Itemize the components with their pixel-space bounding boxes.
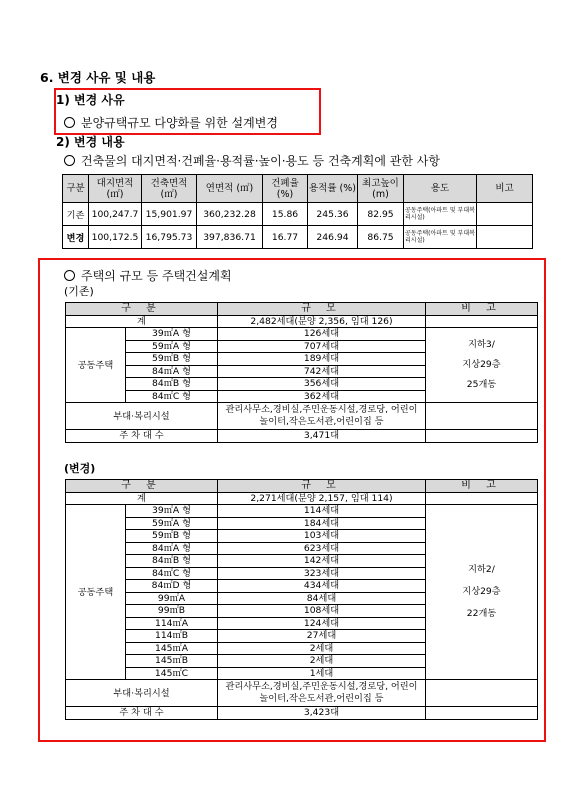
header-cell: 대지면적 (㎡) [89,175,142,203]
note-line: 25개동 [466,379,497,390]
header-cell: 비고 [477,175,533,203]
note-line: 22개동 [466,608,497,619]
header-cell: 구분 [63,175,89,203]
bullet-circle-icon [64,270,75,281]
unit-count: 2세대 [218,642,426,655]
header-category: 구 분 [66,303,218,316]
unit-count: 323세대 [218,567,426,580]
unit-type: 59㎡B 형 [126,530,218,543]
total-value: 2,482세대(분양 2,356, 임대 126) [218,315,426,328]
welfare-value: 관리사무소,경비실,주민운동시설,경로당, 어린이놀이터,작은도서관,어린이집 등 [218,403,426,430]
welfare-value: 관리사무소,경비실,주민운동시설,경로당, 어린이놀이터,작은도서관,어린이집 등 [218,680,426,707]
unit-count: 103세대 [218,530,426,543]
table-row [63,226,533,249]
header-cell: 연면적 (㎡) [197,175,263,203]
unit-count: 1세대 [218,667,426,680]
row-label: 기존 [63,203,89,226]
header-cell: 용적률 (%) [308,175,358,203]
parking-note [426,707,538,720]
summary-table [62,174,533,249]
unit-type: 99㎡B [126,605,218,618]
unit-type: 84㎡C 형 [126,390,218,403]
reason-heading: 1) 변경 사유 [56,93,125,107]
unit-type: 84㎡C 형 [126,567,218,580]
unit-count: 356세대 [218,378,426,391]
parking-label: 주 차 대 수 [66,707,218,720]
parking-label: 주 차 대 수 [66,430,218,443]
building-area: 15,901.97 [142,203,197,226]
parking-row [66,707,538,720]
welfare-note [426,680,538,707]
total-note [426,492,538,505]
total-value: 2,271세대(분양 2,157, 임대 114) [218,492,426,505]
building-note [426,505,538,680]
unit-count: 84세대 [218,592,426,605]
unit-count: 184세대 [218,517,426,530]
use: 공동주택(아파트 및 부대복리시설) [404,203,477,226]
unit-type: 145㎡B [126,655,218,668]
unit-type: 59㎡A 형 [126,517,218,530]
unit-type: 84㎡B 형 [126,378,218,391]
unit-count: 114세대 [218,505,426,518]
unit-type: 145㎡A [126,642,218,655]
content-text: 건축물의 대지면적·건폐율·용적률·높이·용도 등 건축계획에 관한 사항 [64,152,440,169]
unit-count: 124세대 [218,617,426,630]
header-cell: 용도 [404,175,477,203]
header-category: 구 분 [66,480,218,493]
coverage-ratio: 16.77 [263,226,308,249]
group-label: 공동주택 [66,328,126,403]
welfare-row [66,403,538,430]
unit-count: 707세대 [218,340,426,353]
note [477,226,533,249]
total-row [66,315,538,328]
unit-type: 39㎡A 형 [126,328,218,341]
unit-type: 84㎡B 형 [126,555,218,568]
highlight-box-reason [54,88,321,135]
unit-count: 189세대 [218,353,426,366]
unit-count: 142세대 [218,555,426,568]
total-label: 계 [66,315,218,328]
floor-area-ratio: 246.94 [308,226,358,249]
note-line: 지하2/ [468,564,495,575]
summary-header-row [63,175,533,203]
unit-type: 84㎡A 형 [126,365,218,378]
unit-type: 99㎡A [126,592,218,605]
building-area: 16,795.73 [142,226,197,249]
unit-count: 27세대 [218,630,426,643]
content-heading: 2) 변경 내용 [56,135,125,149]
table-row [66,505,538,518]
coverage-ratio: 15.86 [263,203,308,226]
floor-area: 397,836.71 [197,226,263,249]
welfare-label: 부대·복리시설 [66,403,218,430]
housing-header-row [66,480,538,493]
changed-label: (변경) [64,462,96,475]
header-note: 비 고 [426,480,538,493]
total-note [426,315,538,328]
welfare-row [66,680,538,707]
table-row [66,328,538,341]
header-scale: 규 모 [218,303,426,316]
unit-count: 434세대 [218,580,426,593]
floor-area-ratio: 245.36 [308,203,358,226]
max-height: 82.95 [358,203,404,226]
parking-value: 3,471대 [218,430,426,443]
unit-type: 59㎡B 형 [126,353,218,366]
header-scale: 규 모 [218,480,426,493]
unit-type: 84㎡A 형 [126,542,218,555]
use: 공동주택(아파트 및 부대복리시설) [404,226,477,249]
unit-count: 2세대 [218,655,426,668]
parking-row [66,430,538,443]
existing-label: (기존) [64,285,94,298]
header-cell: 최고높이 (m) [358,175,404,203]
bullet-circle-icon [64,155,75,166]
note [477,203,533,226]
existing-housing-table [65,302,538,443]
welfare-label: 부대·복리시설 [66,680,218,707]
welfare-note [426,403,538,430]
header-note: 비 고 [426,303,538,316]
unit-type: 84㎡D 형 [126,580,218,593]
unit-count: 126세대 [218,328,426,341]
unit-type: 39㎡A 형 [126,505,218,518]
housing-title: 주택의 규모 등 주택건설계획 [64,267,232,284]
note-line: 지상29층 [462,359,501,370]
unit-type: 114㎡B [126,630,218,643]
section-title: 6. 변경 사유 및 내용 [40,70,156,85]
unit-count: 108세대 [218,605,426,618]
parking-note [426,430,538,443]
header-cell: 건축면적 (㎡) [142,175,197,203]
unit-type: 114㎡A [126,617,218,630]
building-note [426,328,538,403]
total-label: 계 [66,492,218,505]
note-line: 지상29층 [462,586,501,597]
changed-housing-table [65,479,538,720]
header-cell: 건폐율 (%) [263,175,308,203]
housing-header-row [66,303,538,316]
max-height: 86.75 [358,226,404,249]
unit-type: 59㎡A 형 [126,340,218,353]
table-row [63,203,533,226]
reason-text: 분양규택규모 다양화를 위한 설계변경 [64,114,278,131]
site-area: 100,172.5 [89,226,142,249]
total-row [66,492,538,505]
unit-count: 742세대 [218,365,426,378]
row-label: 변경 [63,226,89,249]
floor-area: 360,232.28 [197,203,263,226]
unit-count: 623세대 [218,542,426,555]
group-label: 공동주택 [66,505,126,680]
unit-type: 145㎡C [126,667,218,680]
note-line: 지하3/ [468,339,495,350]
site-area: 100,247.7 [89,203,142,226]
unit-count: 362세대 [218,390,426,403]
parking-value: 3,423대 [218,707,426,720]
